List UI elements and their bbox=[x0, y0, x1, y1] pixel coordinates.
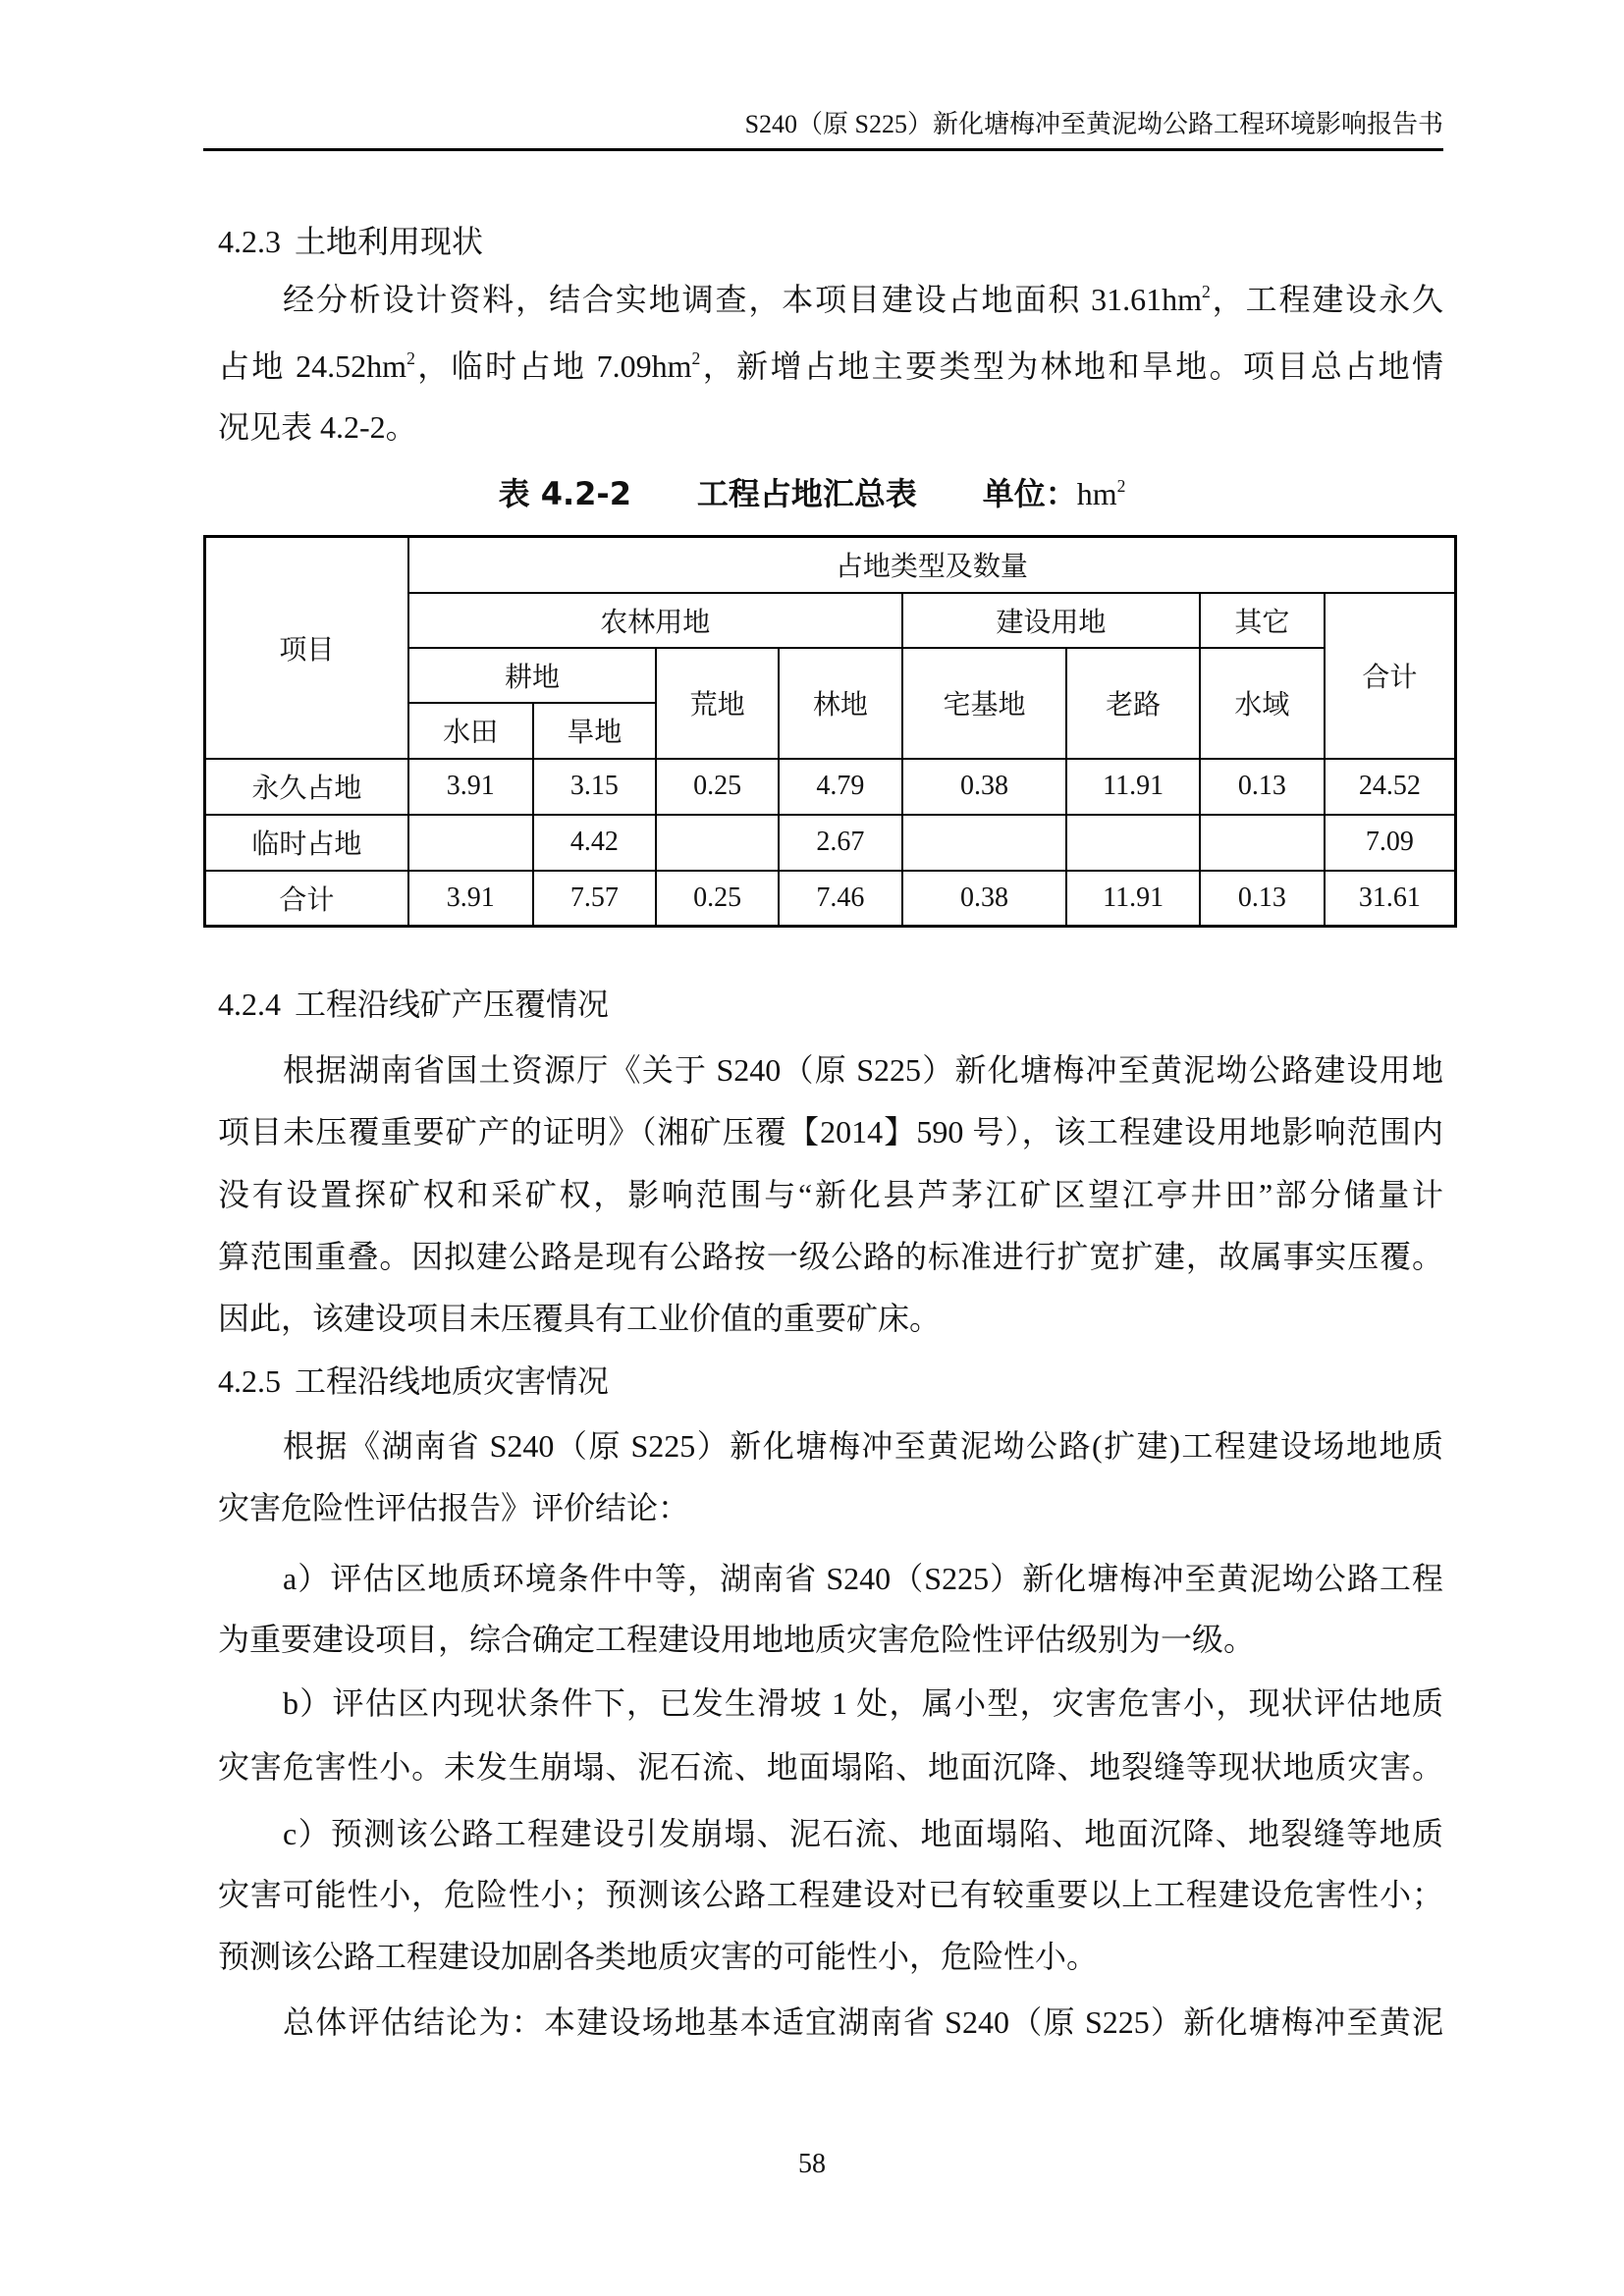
table-cell: 4.42 bbox=[533, 815, 657, 871]
header-rule bbox=[203, 148, 1443, 151]
header-dryland: 旱地 bbox=[533, 703, 657, 759]
paragraph-line: 为重要建设项目，综合确定工程建设用地地质灾害危险性评估级别为一级。 bbox=[218, 1622, 1256, 1657]
paragraph-line: 没有设置探矿权和采矿权，影响范围与“新化县芦茅江矿区望江亭井田”部分储量计 bbox=[218, 1177, 1443, 1212]
table-cell bbox=[1066, 815, 1200, 871]
table-row bbox=[205, 815, 1456, 871]
table-cell: 3.15 bbox=[533, 759, 657, 815]
table-cell: 0.25 bbox=[656, 759, 779, 815]
table-number: 表 4.2-2 bbox=[498, 475, 631, 512]
table-cell: 7.46 bbox=[779, 871, 902, 927]
paragraph-line bbox=[283, 280, 1443, 319]
header-paddy: 水田 bbox=[408, 703, 533, 759]
table-unit-label: 单位： bbox=[982, 475, 1077, 512]
section-title: 工程沿线矿产压覆情况 bbox=[295, 987, 610, 1022]
table-cell: 4.79 bbox=[779, 759, 902, 815]
table-cell: 3.91 bbox=[408, 759, 533, 815]
superscript: 2 bbox=[406, 347, 415, 368]
table-cell: 0.38 bbox=[902, 871, 1067, 927]
section-number: 4.2.5 bbox=[218, 1363, 281, 1399]
text-run: 占地 24.52hm bbox=[218, 348, 407, 384]
table-cell: 7.57 bbox=[533, 871, 657, 927]
table-cell: 11.91 bbox=[1066, 759, 1200, 815]
paragraph-line bbox=[218, 347, 1443, 386]
section-heading-4-2-5 bbox=[218, 1362, 609, 1401]
paragraph-line: 根据湖南省国土资源厅《关于 S240（原 S225）新化塘梅冲至黄泥坳公路建设用地 bbox=[283, 1052, 1443, 1088]
header-wasteland: 荒地 bbox=[656, 648, 779, 759]
page-number: 58 bbox=[798, 2149, 826, 2179]
row-label: 永久占地 bbox=[205, 759, 408, 815]
header-other: 其它 bbox=[1200, 593, 1325, 648]
paragraph-line: 根据《湖南省 S240（原 S225）新化塘梅冲至黄泥坳公路(扩建)工程建设场地地质 bbox=[283, 1428, 1443, 1464]
table-cell bbox=[656, 815, 779, 871]
table-cell bbox=[902, 815, 1067, 871]
paragraph-line: 项目未压覆重要矿产的证明》（湘矿压覆【2014】590 号），该工程建设用地影响范围内 bbox=[218, 1114, 1443, 1149]
text-run: ，工程建设永久 bbox=[1210, 282, 1443, 317]
table-cell: 0.13 bbox=[1200, 871, 1325, 927]
paragraph-line: 总体评估结论为：本建设场地基本适宜湖南省 S240（原 S225）新化塘梅冲至黄泥 bbox=[283, 2004, 1443, 2040]
header-total: 合计 bbox=[1325, 593, 1456, 759]
table-row bbox=[205, 871, 1456, 927]
table-cell: 0.25 bbox=[656, 871, 779, 927]
table-body bbox=[205, 759, 1456, 927]
table-header-row bbox=[205, 537, 1456, 593]
paragraph-line: 灾害可能性小，危险性小；预测该公路工程建设对已有较重要以上工程建设危害性小； bbox=[218, 1877, 1443, 1912]
header-group: 占地类型及数量 bbox=[408, 537, 1456, 593]
section-title: 土地利用现状 bbox=[295, 224, 484, 259]
table-cell: 2.67 bbox=[779, 815, 902, 871]
paragraph-line: b）评估区内现状条件下，已发生滑坡 1 处，属小型，灾害危害小，现状评估地质 bbox=[283, 1685, 1443, 1721]
header-homestead: 宅基地 bbox=[902, 648, 1067, 759]
header-item: 项目 bbox=[205, 537, 408, 759]
paragraph-line: 预测该公路工程建设加剧各类地质灾害的可能性小，危险性小。 bbox=[218, 1939, 1099, 1974]
paragraph-line: 灾害危险性评估报告》评价结论： bbox=[218, 1490, 690, 1525]
paragraph-line: 灾害危害性小。未发生崩塌、泥石流、地面塌陷、地面沉降、地裂缝等现状地质灾害。 bbox=[218, 1749, 1443, 1785]
text-run: ，临时占地 7.09hm bbox=[414, 348, 692, 384]
header-old-road: 老路 bbox=[1066, 648, 1200, 759]
paragraph-line: a）评估区地质环境条件中等，湖南省 S240（S225）新化塘梅冲至黄泥坳公路工程 bbox=[283, 1561, 1443, 1596]
paragraph-line: c）预测该公路工程建设引发崩塌、泥石流、地面塌陷、地面沉降、地裂缝等地质 bbox=[283, 1816, 1443, 1851]
superscript: 2 bbox=[1202, 281, 1211, 301]
table-cell bbox=[408, 815, 533, 871]
paragraph-line: 况见表 4.2-2。 bbox=[218, 409, 417, 445]
table-cell: 3.91 bbox=[408, 871, 533, 927]
header-water: 水域 bbox=[1200, 648, 1325, 759]
section-number: 4.2.3 bbox=[218, 224, 281, 259]
row-label: 合计 bbox=[205, 871, 408, 927]
paragraph-line: 因此，该建设项目未压覆具有工业价值的重要矿床。 bbox=[218, 1301, 942, 1336]
section-number: 4.2.4 bbox=[218, 987, 281, 1022]
header-agri: 农林用地 bbox=[408, 593, 902, 648]
header-construction: 建设用地 bbox=[902, 593, 1200, 648]
paragraph-line: 算范围重叠。因拟建公路是现有公路按一级公路的标准进行扩宽扩建，故属事实压覆。 bbox=[218, 1239, 1443, 1274]
table-row bbox=[205, 759, 1456, 815]
table-cell bbox=[1200, 815, 1325, 871]
section-title: 工程沿线地质灾害情况 bbox=[295, 1363, 610, 1399]
running-header: S240（原 S225）新化塘梅冲至黄泥坳公路工程环境影响报告书 bbox=[744, 110, 1443, 138]
table-unit: hm bbox=[1076, 476, 1117, 511]
land-use-table bbox=[203, 535, 1457, 928]
section-heading-4-2-3 bbox=[218, 222, 483, 261]
table-unit-sup: 2 bbox=[1116, 475, 1126, 496]
table-cell: 7.09 bbox=[1325, 815, 1456, 871]
table-caption bbox=[0, 474, 1624, 513]
text-run: 经分析设计资料，结合实地调查，本项目建设占地面积 31.61hm bbox=[283, 282, 1202, 317]
table-cell: 31.61 bbox=[1325, 871, 1456, 927]
text-run: ，新增占地主要类型为林地和旱地。项目总占地情 bbox=[700, 348, 1443, 384]
row-label: 临时占地 bbox=[205, 815, 408, 871]
header-cultivated: 耕地 bbox=[408, 648, 656, 703]
table-cell: 11.91 bbox=[1066, 871, 1200, 927]
table-cell: 0.13 bbox=[1200, 759, 1325, 815]
header-forest: 林地 bbox=[779, 648, 902, 759]
table-title: 工程占地汇总表 bbox=[696, 475, 917, 512]
table-cell: 0.38 bbox=[902, 759, 1067, 815]
table-cell: 24.52 bbox=[1325, 759, 1456, 815]
superscript: 2 bbox=[691, 347, 701, 368]
section-heading-4-2-4 bbox=[218, 985, 609, 1024]
